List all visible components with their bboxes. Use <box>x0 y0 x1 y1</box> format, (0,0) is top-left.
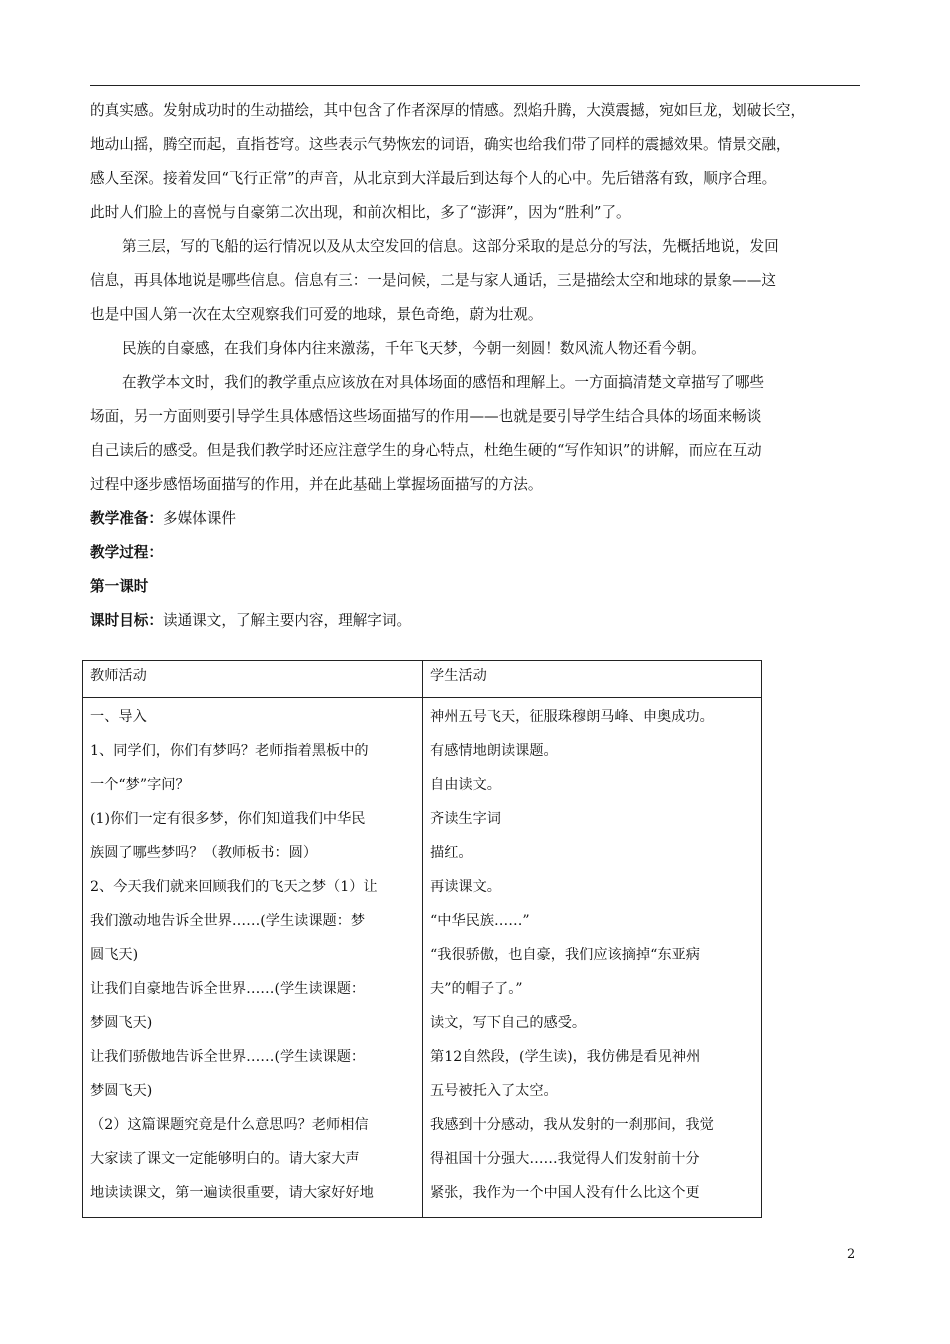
student-activity-cell <box>423 698 762 1218</box>
teacher-line: 梦圆飞天) <box>90 1015 153 1031</box>
body-text <box>90 94 862 638</box>
student-line: 描红。 <box>430 845 473 861</box>
paragraph-4 <box>90 366 862 502</box>
student-line: 紧张，我作为一个中国人没有什么比这个更 <box>430 1185 700 1201</box>
teacher-line: 1、同学们，你们有梦吗？老师指着黑板中的 <box>90 743 369 759</box>
teacher-activity-header: 教师活动 <box>83 661 423 698</box>
student-line: 五号被托入了太空。 <box>430 1083 558 1099</box>
teacher-line: 我们激动地告诉全世界……(学生读课题：梦 <box>90 913 366 929</box>
student-line: 得祖国十分强大……我觉得人们发射前十分 <box>430 1151 700 1167</box>
teaching-process-label: 教学过程： <box>90 544 163 561</box>
text-line: 感人至深。接着发回“飞行正常”的声音，从北京到大洋最后到达每个人的心中。先后错落有致，顺序合理。 <box>90 170 777 187</box>
lesson-goal-value: 读通课文，了解主要内容，理解字词。 <box>162 612 412 629</box>
student-line: 夫”的帽子了。” <box>430 981 523 997</box>
teacher-line: 一个“梦”字问？ <box>90 777 190 793</box>
lesson-label: 第一课时 <box>90 578 149 595</box>
teacher-line: 地读读课文，第一遍读很重要，请大家好好地 <box>90 1185 374 1201</box>
teacher-line: 大家读了课文一定能够明白的。请大家大声 <box>90 1151 360 1167</box>
activity-table <box>82 660 762 1218</box>
student-line: 读文，写下自己的感受。 <box>430 1015 587 1031</box>
page-number: 2 <box>847 1247 856 1262</box>
text-line: 场面，另一方面则要引导学生具体感悟这些场面描写的作用——也就是要引导学生结合具体的场面来畅谈 <box>90 408 762 425</box>
student-line: 我感到十分感动，我从发射的一刹那间，我觉 <box>430 1117 714 1133</box>
student-line: “我很骄傲，也自豪，我们应该摘掉“东亚病 <box>430 947 700 963</box>
student-line: 齐读生字词 <box>430 811 501 827</box>
text-line: 过程中逐步感悟场面描写的作用，并在此基础上掌握场面描写的方法。 <box>90 476 543 493</box>
text-line: 自己读后的感受。但是我们教学时还应注意学生的身心特点，杜绝生硬的“写作知识”的讲解，而应在互动 <box>90 442 762 459</box>
teacher-line: 梦圆飞天) <box>90 1083 153 1099</box>
teaching-prep-label: 教学准备： <box>90 510 163 527</box>
text-line: 信息，再具体地说是哪些信息。信息有三：一是问候，二是与家人通话，三是描绘太空和地球的景象——这 <box>90 272 776 289</box>
teaching-prep-value: 多媒体课件 <box>162 510 236 527</box>
teaching-process-heading <box>90 536 862 570</box>
teacher-line: 让我们自豪地告诉全世界……(学生读课题： <box>90 981 366 997</box>
teacher-line: 一、导入 <box>90 709 147 725</box>
teacher-line: 让我们骄傲地告诉全世界……(学生读课题： <box>90 1049 366 1065</box>
text-line: 的真实感。发射成功时的生动描绘，其中包含了作者深厚的情感。烈焰升腾，大漠震撼，宛如巨龙，划破长空， <box>90 102 806 119</box>
header-rule <box>90 85 860 86</box>
teacher-line: 族圆了哪些梦吗？（教师板书：圆） <box>90 845 318 861</box>
student-activity-header: 学生活动 <box>423 661 762 698</box>
student-line: 第12自然段，(学生读)，我仿佛是看见神州 <box>430 1049 701 1065</box>
teacher-line: 2、今天我们就来回顾我们的飞天之梦（1）让 <box>90 879 378 895</box>
student-line: 神州五号飞天，征服珠穆朗马峰、申奥成功。 <box>430 709 714 725</box>
teacher-line: （2）这篇课题究竟是什么意思吗？老师相信 <box>90 1117 369 1133</box>
lesson-goal-label: 课时目标： <box>90 612 163 629</box>
teacher-line: (1)你们一定有很多梦，你们知道我们中华民 <box>90 811 366 827</box>
text-line: 地动山摇，腾空而起，直指苍穹。这些表示气势恢宏的词语，确实也给我们带了同样的震撼效果。情景交融， <box>90 136 791 153</box>
table-header-row <box>83 661 762 698</box>
student-line: 有感情地朗读课题。 <box>430 743 558 759</box>
text-line: 也是中国人第一次在太空观察我们可爱的地球，景色奇绝，蔚为壮观。 <box>90 306 543 323</box>
student-line: 再读课文。 <box>430 879 501 895</box>
paragraph-1 <box>90 94 862 230</box>
lesson-goal-line <box>90 604 862 638</box>
table-row <box>83 698 762 1218</box>
lesson-heading <box>90 570 862 604</box>
teacher-activity-cell <box>83 698 423 1218</box>
text-line: 第三层，写的飞船的运行情况以及从太空发回的信息。这部分采取的是总分的写法，先概括地说，发回 <box>122 238 779 255</box>
paragraph-3 <box>90 332 862 366</box>
teacher-line: 圆飞天) <box>90 947 139 963</box>
text-line: 此时人们脸上的喜悦与自豪第二次出现，和前次相比，多了“澎湃”，因为“胜利”了。 <box>90 204 631 221</box>
student-line: “中华民族……” <box>430 913 530 929</box>
text-line: 在教学本文时，我们的教学重点应该放在对具体场面的感悟和理解上。一方面搞清楚文章描写了哪些 <box>122 374 765 391</box>
text-line: 民族的自豪感，在我们身体内往来激荡，千年飞天梦，今朝一刻圆！数风流人物还看今朝。 <box>122 340 706 357</box>
paragraph-2 <box>90 230 862 332</box>
teaching-prep-line <box>90 502 862 536</box>
student-line: 自由读文。 <box>430 777 501 793</box>
